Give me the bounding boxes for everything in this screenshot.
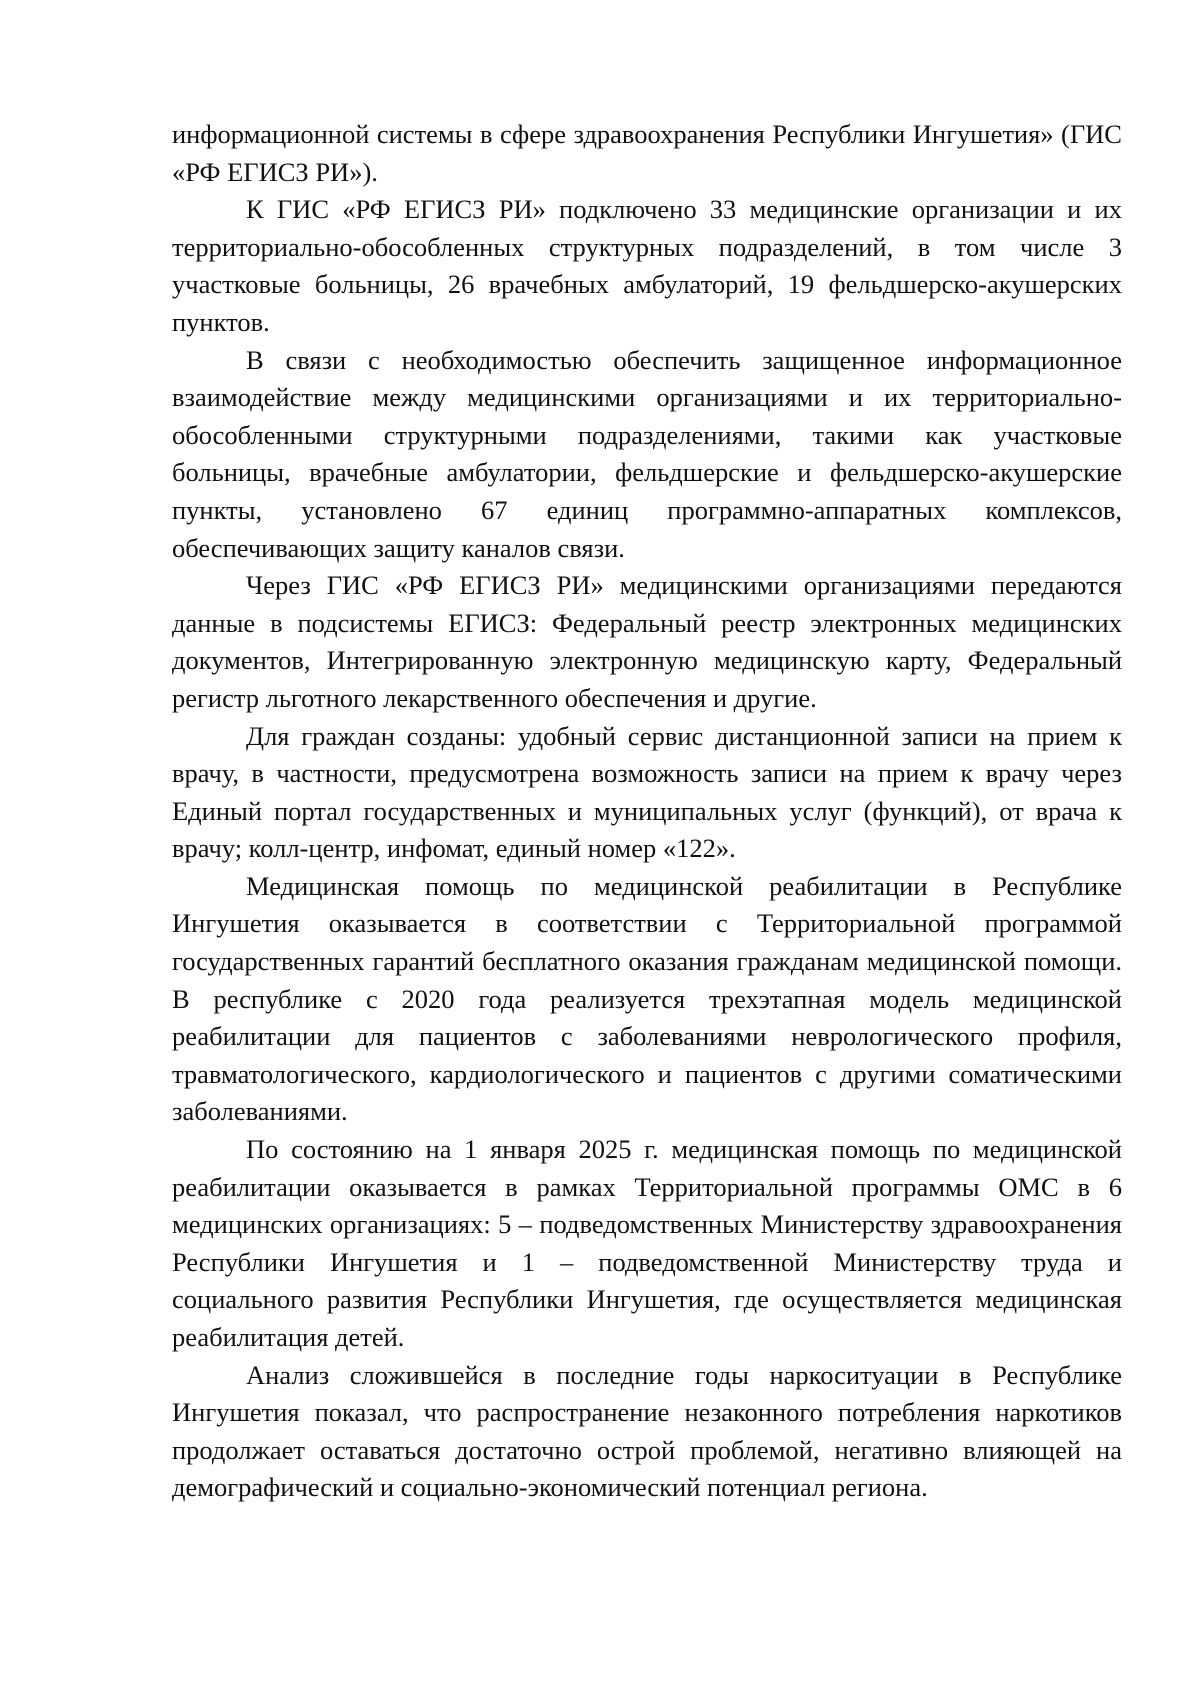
- document-body: [172, 116, 1122, 1507]
- paragraph-rehabilitation: Медицинская помощь по медицинской реабилитации в Республике Ингушетия оказывается в соответствии с Территориальной программой государственных гарантий бесплатного оказания гражданам медицинской помощи. В республике с 2020 года реализуется трехэтапная модель медицинской реабилитации для пациентов с заболеваниями неврологического профиля, травматологического, кардиологического и пациентов с другими соматическими заболеваниями.: [172, 870, 1122, 1127]
- paragraph-citizen-services: Для граждан созданы: удобный сервис дистанционной записи на прием к врачу, в частности, предусмотрена возможность записи на прием к врачу через Единый портал государственных и муниципальных услуг (функций), от врача к врачу; колл-центр, инфомат, единый номер «122».: [172, 720, 1122, 864]
- paragraph-gis-connections: К ГИС «РФ ЕГИСЗ РИ» подключено 33 медицинские организации и их территориально-обособленных структурных подразделений, в том числе 3 участковые больницы, 26 врачебных амбулаторий, 19 фельдшерско-акушерских пунктов.: [172, 194, 1122, 337]
- paragraph-drug-situation: Анализ сложившейся в последние годы наркоситуации в Республике Ингушетия показал, что распространение незаконного потребления наркотиков продолжает оставаться достаточно острой проблемой, негативно влияющей на демографический и социально-экономический потенциал региона.: [172, 1359, 1122, 1503]
- paragraph-secure-channels: В связи с необходимостью обеспечить защищенное информационное взаимодействие между медицинскими организациями и их территориально-обособленными структурными подразделениями, такими как участковые больницы, врачебные амбулатории, фельдшерские и фельдшерско-акушерские пункты, установлено 67 единиц программно-аппаратных комплексов, обеспечивающих защиту каналов связи.: [172, 344, 1122, 563]
- paragraph-data-transfer: Через ГИС «РФ ЕГИСЗ РИ» медицинскими организациями передаются данные в подсистемы ЕГИСЗ: Федеральный реестр электронных медицинских документов, Интегрированную электронную медицинскую карту, Федеральный регистр льготного лекарственного обеспечения и другие.: [172, 570, 1122, 713]
- paragraph-rehabilitation-status: По состоянию на 1 января 2025 г. медицинская помощь по медицинской реабилитации оказывается в рамках Территориальной программы ОМС в 6 медицинских организациях: 5 – подведомственных Министерству здравоохранения Республики Ингушетия и 1 – подведомственной Министерству труда и социального развития Республики Ингушетия, где осуществляется медицинская реабилитация детей.: [172, 1134, 1122, 1352]
- paragraph-continuation: информационной системы в сфере здравоохранения Республики Ингушетия» (ГИС «РФ ЕГИСЗ РИ»).: [172, 119, 1122, 187]
